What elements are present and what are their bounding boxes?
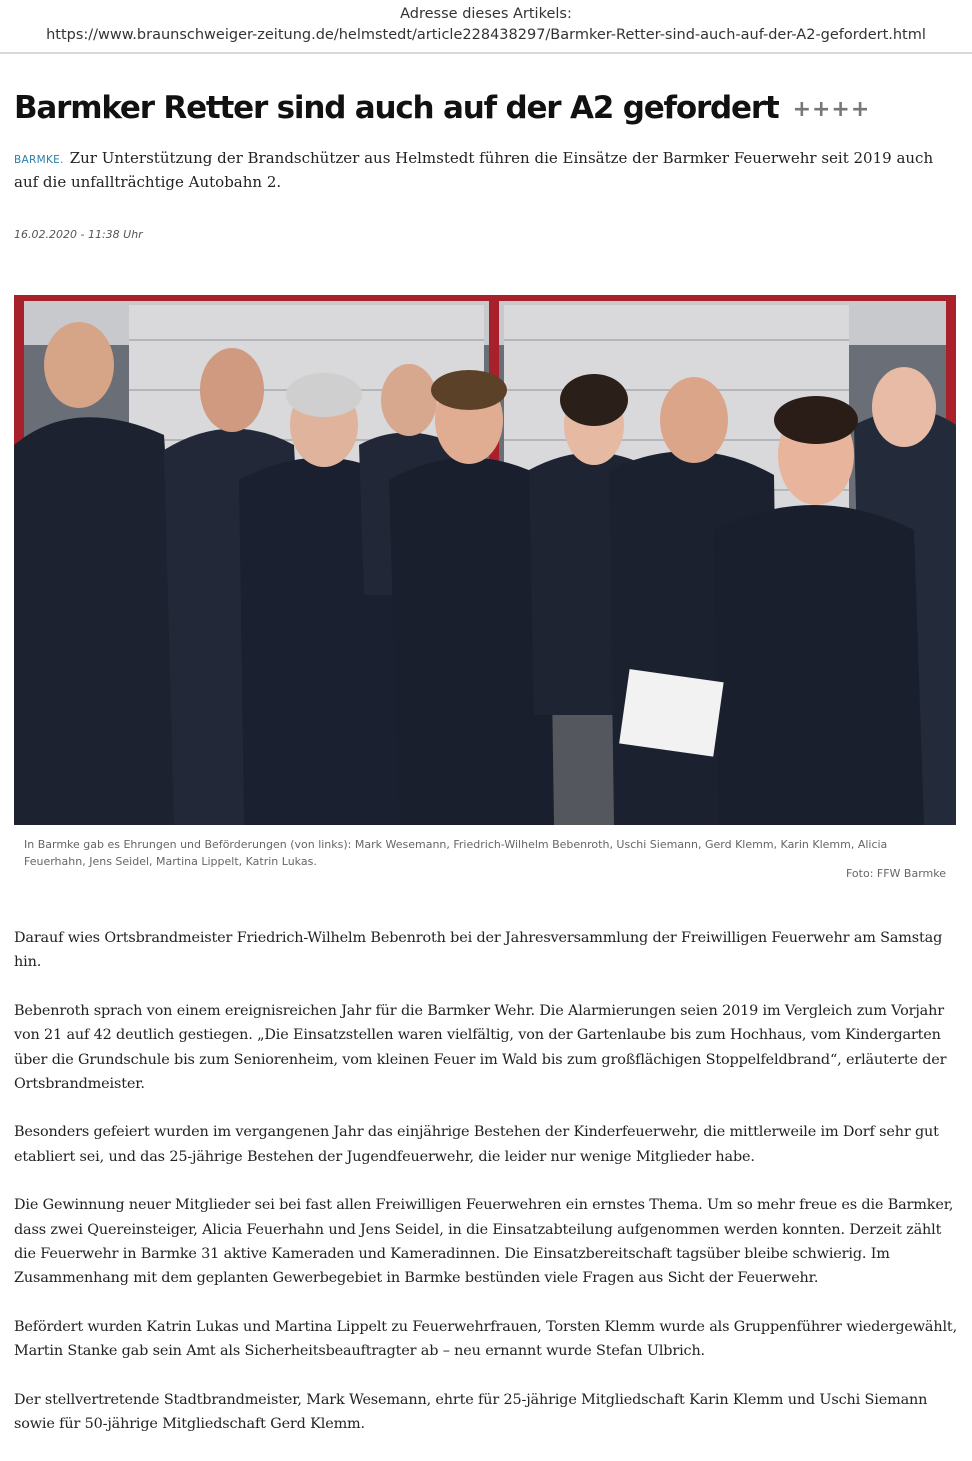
paragraph: Befördert wurden Katrin Lukas und Martina Lippelt zu Feuerwehrfrauen, Torsten Klemm wurde als Gruppenführer wiedergewählt, Martin Stanke gab sein Amt als Sicherheitsbeauftragter ab – neu ernannt wurde Stefan Ulbrich.	[14, 1318, 957, 1360]
print-header	[0, 4, 972, 46]
paragraph: Darauf wies Ortsbrandmeister Friedrich-Wilhelm Bebenroth bei der Jahresversammlung der Freiwilligen Feuerwehr am Samstag hin.	[14, 930, 943, 971]
article-lead	[14, 147, 959, 193]
plus-marker: ++++	[792, 96, 871, 122]
publish-date: 16.02.2020 - 11:38 Uhr	[14, 228, 143, 241]
paragraph: Der stellvertretende Stadtbrandmeister, Mark Wesemann, ehrte für 25-jährige Mitgliedschaft Karin Klemm und Uschi Siemann sowie für 50-jährige Mitgliedschaft Gerd Klemm.	[14, 1391, 928, 1433]
paragraph: Die Gewinnung neuer Mitglieder sei bei fast allen Freiwilligen Feuerwehren ein ernstes Thema. Um so mehr freue es die Barmker, dass zwei Quereinsteiger, Alicia Feuerhahn und Jens Seidel, in die Einsatzabteilung aufgenommen werden konnten. Derzeit zählt die Feuerwehr in Barmke 31 aktive Kameraden und Kameradinnen. Die Einsatzbereitschaft tagsüber bleibe schwierig. Im Zusammenhang mit dem geplanten Gewerbegebiet in Barmke bestünden viele Fragen aus Sicht der Feuerwehr.	[14, 1197, 954, 1287]
paragraph: Besonders gefeiert wurden im vergangenen Jahr das einjährige Bestehen der Kinderfeuerwehr, die mittlerweile im Dorf sehr gut etabliert sei, und das 25-jährige Bestehen der Jugendfeuerwehr, die leider nur wenige Mitglieder habe.	[14, 1124, 939, 1165]
group-photo-illustration	[14, 295, 956, 825]
photo-caption: In Barmke gab es Ehrungen und Beförderungen (von links): Mark Wesemann, Friedrich-Wilhelm Bebenroth, Uschi Siemann, Gerd Klemm, Karin Klemm, Alicia Feuerhahn, Jens Seidel, Martina Lippelt, Katrin Lukas.	[24, 838, 888, 868]
location-kicker: BARMKE.	[14, 154, 64, 166]
lead-text: Zur Unterstützung der Brandschützer aus Helmstedt führen die Einsätze der Barmker Feuerwehr seit 2019 auch auf die unfallträchtige Autobahn 2.	[14, 149, 934, 191]
article-photo	[14, 295, 956, 825]
header-divider	[0, 52, 972, 54]
article-title	[14, 86, 870, 132]
article-body	[14, 926, 959, 1461]
article-url[interactable]: https://www.braunschweiger-zeitung.de/helmstedt/article228438297/Barmker-Retter-sind-auch-auf-der-A2-gefordert.html	[46, 27, 926, 43]
frame-top	[14, 295, 956, 301]
article-title-text: Barmker Retter sind auch auf der A2 gefordert	[14, 90, 779, 126]
certificate-paper	[619, 669, 724, 756]
paragraph: Bebenroth sprach von einem ereignisreichen Jahr für die Barmker Wehr. Die Alarmierungen seien 2019 im Vergleich zum Vorjahr von 21 auf 42 deutlich gestiegen. „Die Einsatzstellen waren vielfältig, von der Gartenlaube bis zum Hochhaus, vom Kindergarten über die Grundschule bis zum Seniorenheim, vom kleinen Feuer im Wald bis zum großflächigen Stoppelfeldbrand“, erläuterte der Ortsbrandmeister.	[14, 1002, 947, 1093]
photo-credit: Foto: FFW Barmke	[845, 867, 946, 880]
print-header-label: Adresse dieses Artikels:	[400, 6, 572, 22]
